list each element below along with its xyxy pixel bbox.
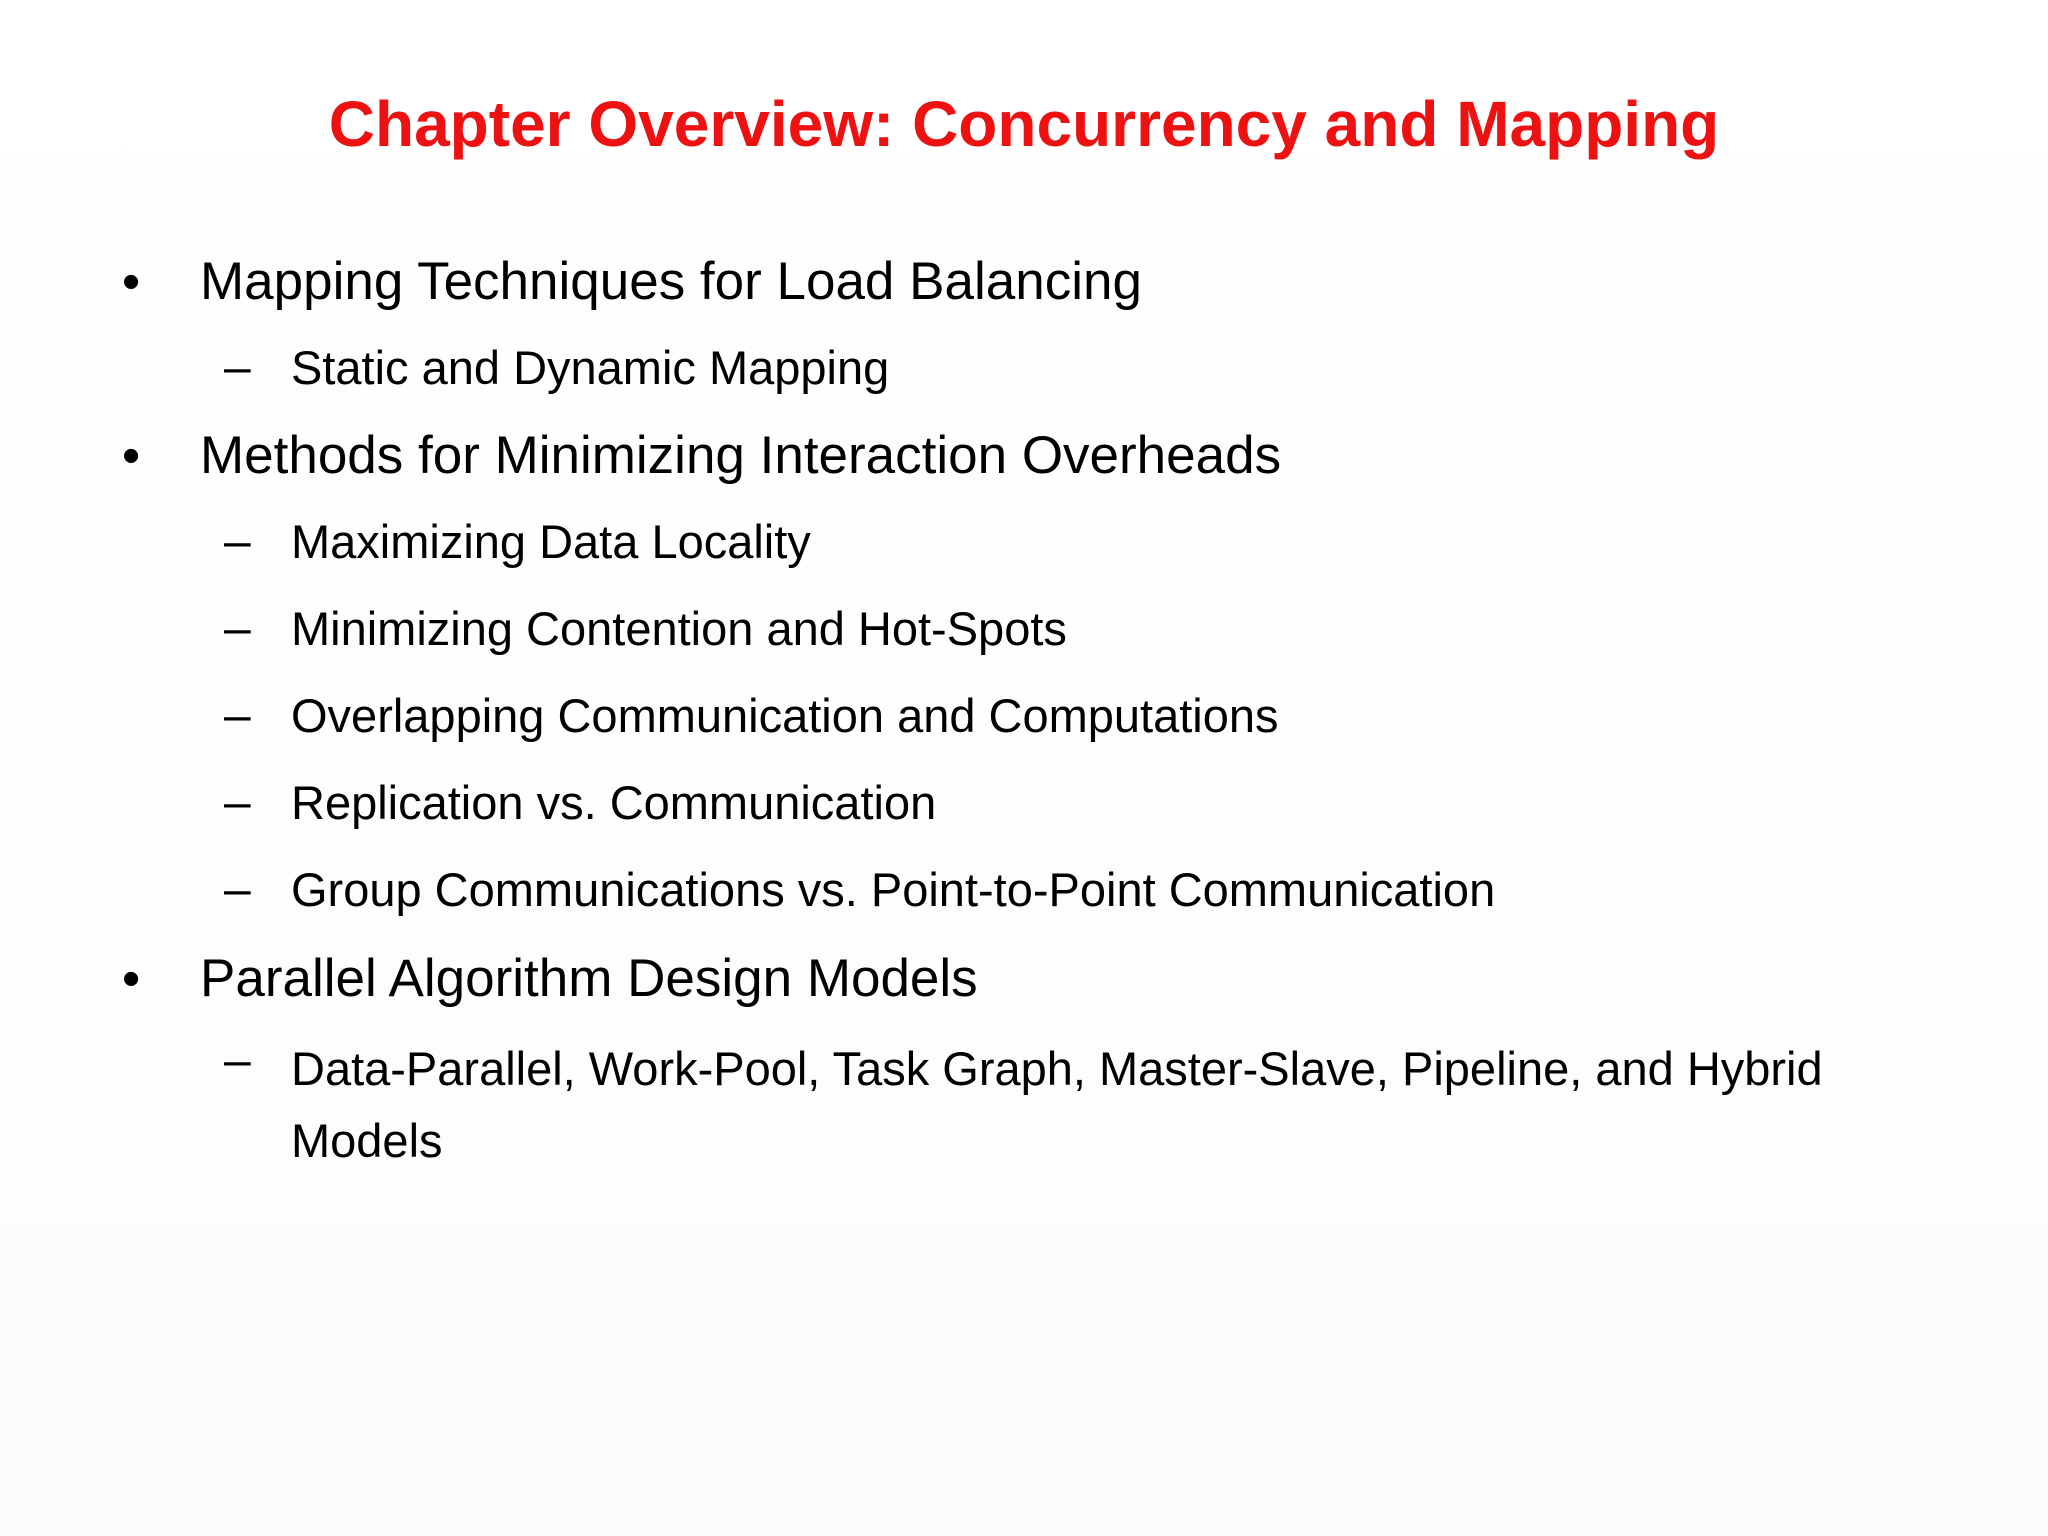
dash-icon: – [224, 602, 251, 655]
slide-title: Chapter Overview: Concurrency and Mapping [328, 88, 1720, 160]
bullet-text: Mapping Techniques for Load Balancing [200, 252, 1142, 311]
dash-icon: – [224, 689, 251, 742]
sub-bullet-text: Overlapping Communication and Computations [291, 689, 1279, 742]
bullet-icon: • [122, 253, 141, 311]
sub-bullet-text: Replication vs. Communication [291, 776, 937, 829]
sub-bullet-text: Minimizing Contention and Hot-Spots [291, 602, 1067, 655]
dash-icon: – [224, 341, 251, 394]
dash-icon: – [224, 776, 251, 829]
bullet-text: Methods for Minimizing Interaction Overheads [200, 426, 1282, 485]
dash-icon: – [224, 1034, 251, 1087]
bullet-text: Parallel Algorithm Design Models [200, 949, 978, 1008]
sub-bullet-text: Static and Dynamic Mapping [291, 341, 890, 394]
dash-icon: – [224, 515, 251, 568]
sub-bullet-text: Maximizing Data Locality [291, 515, 811, 568]
bullet-icon: • [122, 950, 141, 1008]
bullet-icon: • [122, 427, 141, 485]
sub-bullet-text: Group Communications vs. Point-to-Point Communication [291, 863, 1496, 916]
dash-icon: – [224, 863, 251, 916]
sub-bullet-text: Data-Parallel, Work-Pool, Task Graph, Master-Slave, Pipeline, and Hybrid Models [291, 1042, 1823, 1167]
